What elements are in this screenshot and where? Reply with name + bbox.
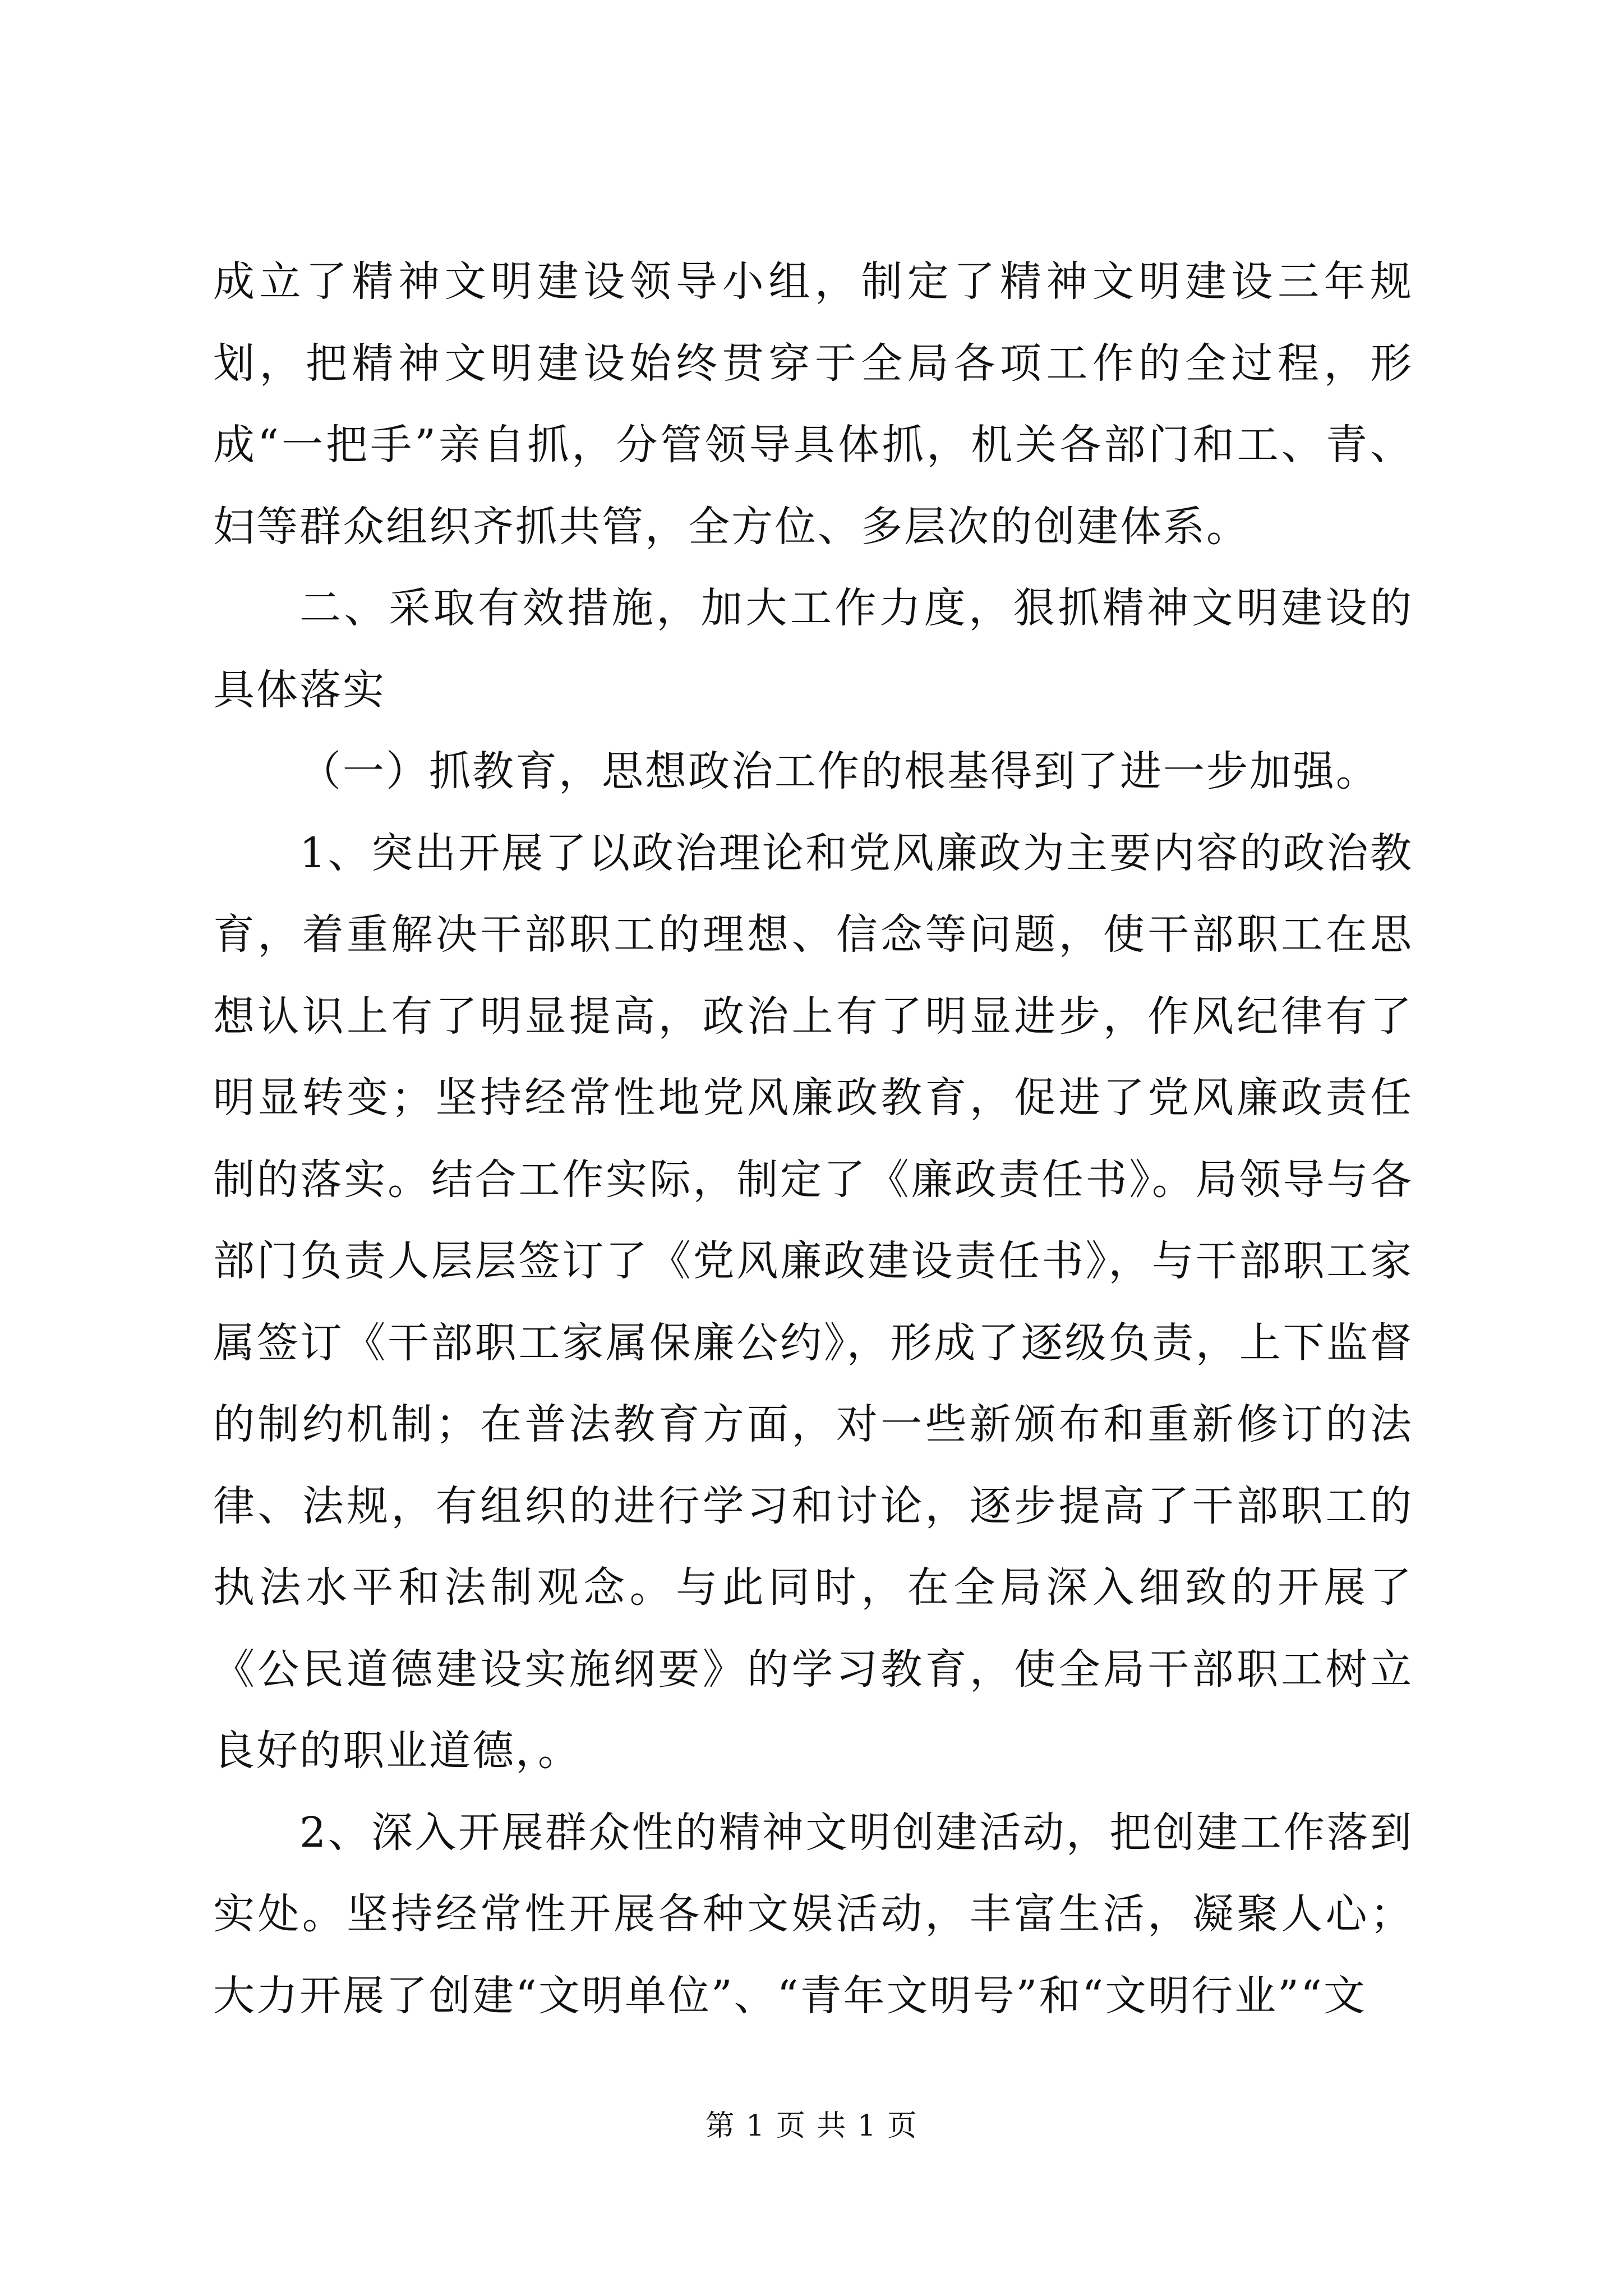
- paragraph-item-2: 2、深入开展群众性的精神文明创建活动，把创建工作落到实处。坚持经常性开展各种文娱活动，丰富生活，凝聚人心；大力开展了创建“文明单位”、“青年文明号”和“文明行业”“文: [213, 1808, 1413, 2020]
- page-number-footer: 第 1 页 共 1 页: [705, 2109, 918, 2143]
- paragraph-item-1: 1、突出开展了以政治理论和党风廉政为主要内容的政治教育，着重解决干部职工的理想、信念等问题，使干部职工在思想认识上有了明显提高，政治上有了明显进步，作风纪律有了明显转变；坚持经常性地党风廉政教育，促进了党风廉政责任制的落实。结合工作实际，制定了《廉政责任书》。局领导与各部门负责人层层签订了《党风廉政建设责任书》，与干部职工家属签订《干部职工家属保廉公约》，形成了逐级负责，上下监督的制约机制；在普法教育方面，对一些新颁布和重新修订的法律、法规，有组织的进行学习和讨论，逐步提高了干部职工的执法水平和法制观念。与此同时，在全局深入细致的开展了《公民道德建设实施纲要》的学习教育，使全局干部职工树立良好的职业道德，。: [213, 829, 1413, 1775]
- document-body: [213, 241, 1413, 2037]
- section-heading: 二、采取有效措施，加大工作力度，狠抓精神文明建设的具体落实: [213, 584, 1413, 714]
- paragraph-1: 成立了精神文明建设领导小组，制定了精神文明建设三年规划，把精神文明建设始终贯穿于全局各项工作的全过程，形成“一把手”亲自抓，分管领导具体抓，机关各部门和工、青、妇等群众组织齐抓共管，全方位、多层次的创建体系。: [213, 257, 1413, 551]
- subsection-heading: （一）抓教育，思想政治工作的根基得到了进一步加强。: [299, 747, 1379, 795]
